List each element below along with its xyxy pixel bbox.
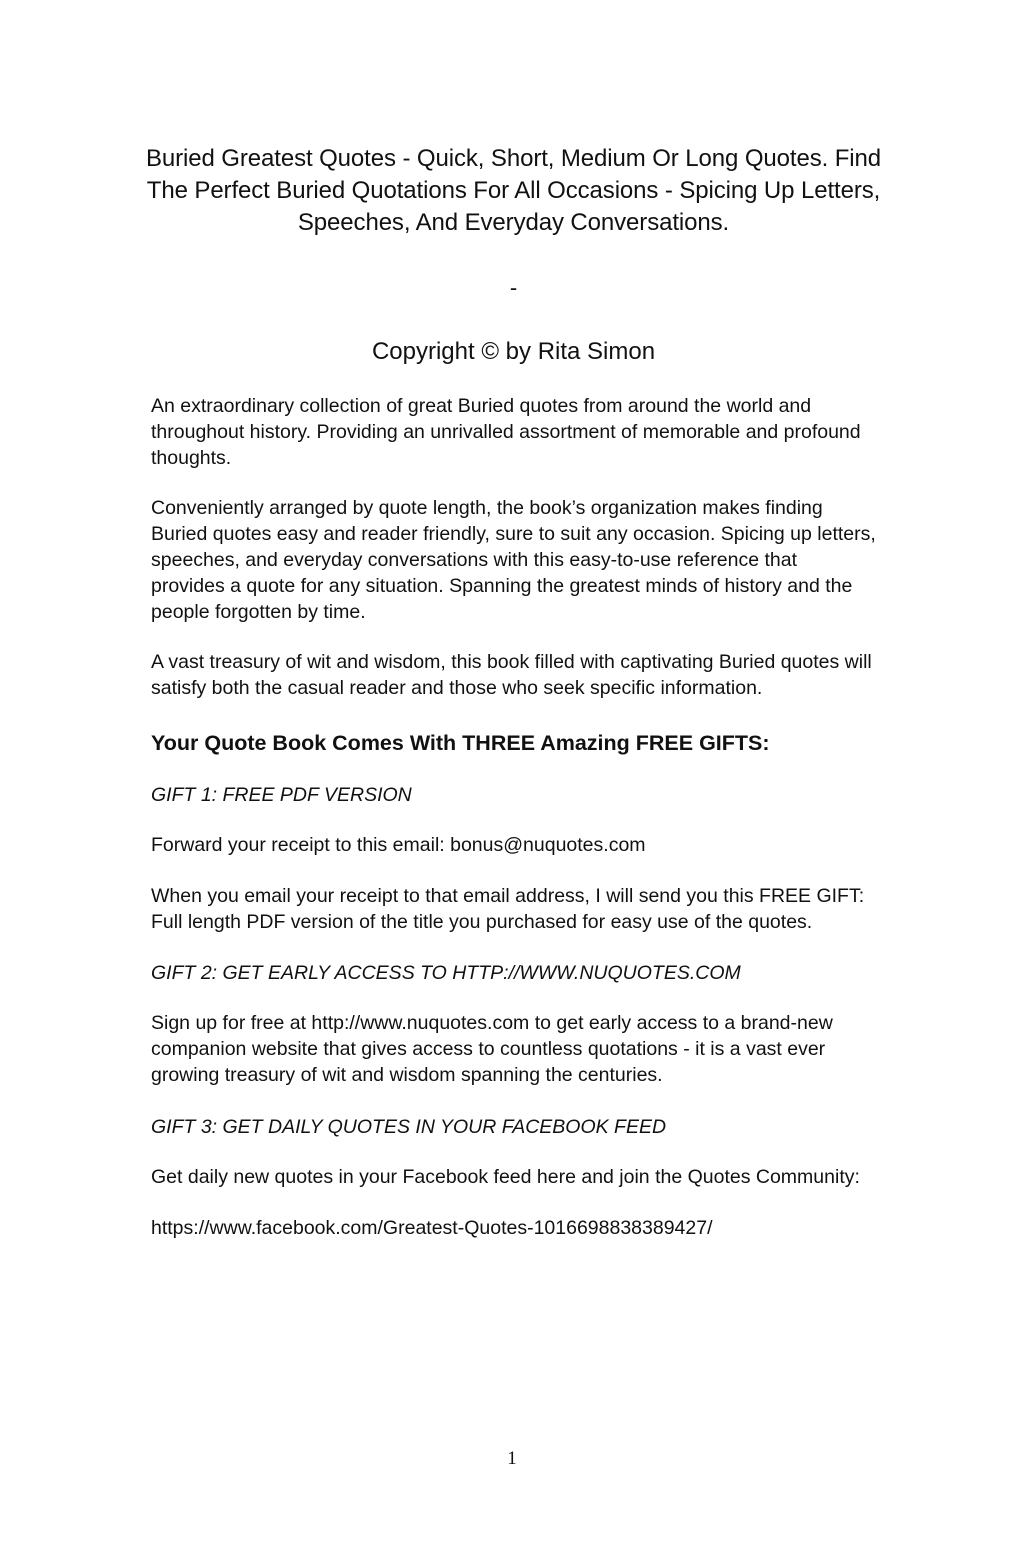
facebook-link: https://www.facebook.com/Greatest-Quotes-1016698838389427/ bbox=[151, 1216, 713, 1239]
gift-3-body: Get daily new quotes in your Facebook feed here and join the Quotes Community: bbox=[151, 1165, 860, 1188]
intro-paragraph-3: A vast treasury of wit and wisdom, this book filled with captivating Buried quotes will satisfy both the casual reader and those who seek specific information. bbox=[151, 651, 872, 700]
gift-1-email-line: Forward your receipt to this email: bonus@nuquotes.com bbox=[151, 833, 646, 856]
document-title: Buried Greatest Quotes - Quick, Short, Medium Or Long Quotes. Find The Perfect Buried Quotations For All Occasions - Spicing Up Letters, Speeches, And Everyday Conversations. bbox=[145, 145, 882, 236]
gift-3-title: GIFT 3: GET DAILY QUOTES IN YOUR FACEBOOK FEED bbox=[151, 1115, 667, 1138]
intro-paragraph-2: Conveniently arranged by quote length, the book’s organization makes finding Buried quotes easy and reader friendly, sure to suit any occasion. Spicing up letters, speeches, and everyday conversations with this easy-to-use reference that provides a quote for any situation. Spanning the greatest minds of history and the people forgotten by time. bbox=[151, 497, 876, 623]
gift-2-body: Sign up for free at http://www.nuquotes.com to get early access to a brand-new companion website that gives access to countless quotations - it is a vast ever growing treasury of wit and wisdom spanning the centuries. bbox=[151, 1012, 833, 1086]
intro-paragraph-1: An extraordinary collection of great Buried quotes from around the world and throughout history. Providing an unrivalled assortment of memorable and profound thoughts. bbox=[151, 395, 861, 469]
gifts-heading: Your Quote Book Comes With THREE Amazing FREE GIFTS: bbox=[151, 730, 770, 755]
gift-1-title: GIFT 1: FREE PDF VERSION bbox=[151, 783, 412, 806]
gift-2-title: GIFT 2: GET EARLY ACCESS TO HTTP://WWW.NUQUOTES.COM bbox=[151, 962, 741, 985]
page-content bbox=[145, 143, 882, 1241]
copyright-line: Copyright © by Rita Simon bbox=[371, 338, 656, 365]
page-number: 1 bbox=[507, 1448, 517, 1469]
title-separator: - bbox=[509, 275, 518, 300]
gift-1-body: When you email your receipt to that email address, I will send you this FREE GIFT: Full length PDF version of the title you purchased for easy use of the quotes. bbox=[151, 884, 865, 933]
